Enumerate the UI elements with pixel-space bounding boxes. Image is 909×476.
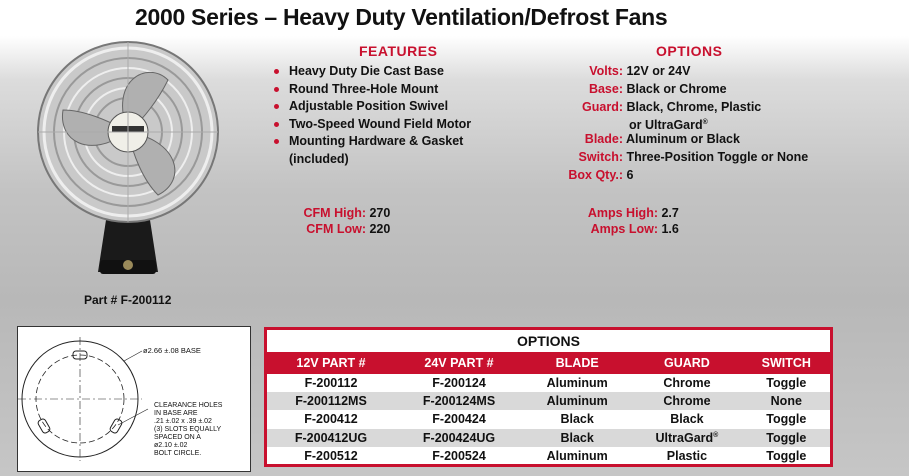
bullet-icon (274, 104, 279, 109)
feature-item: Heavy Duty Die Cast Base (271, 63, 471, 81)
feature-item: Mounting Hardware & Gasket (271, 133, 471, 151)
bullet-icon (274, 139, 279, 144)
option-guard: Guard: Black, Chrome, Plastic (582, 100, 762, 114)
feature-item-continuation: (included) (289, 151, 349, 166)
option-volts: Volts: 12V or 24V (589, 64, 691, 78)
col-blade: BLADE (523, 352, 631, 374)
fan-image (28, 40, 228, 280)
base-diagram (18, 327, 250, 471)
table-title: OPTIONS (267, 330, 830, 352)
table-header-row (267, 352, 830, 374)
spec-amps-low: Amps Low: 1.6 (590, 222, 679, 236)
col-12v-part: 12V PART # (267, 352, 395, 374)
features-list (271, 63, 471, 168)
option-switch: Switch: Three-Position Toggle or None (578, 150, 809, 164)
feature-item: Round Three-Hole Mount (271, 81, 471, 99)
bullet-icon (274, 69, 279, 74)
table-row: F-200112MS F-200124MS Aluminum Chrome None (267, 392, 830, 410)
bullet-icon (274, 87, 279, 92)
spec-cfm-low: CFM Low: 220 (306, 222, 391, 236)
feature-item: Adjustable Position Swivel (271, 98, 471, 116)
options-table (264, 327, 833, 467)
option-blade: Blade: Aluminum or Black (584, 132, 740, 146)
table-row: F-200412UG F-200424UG Black UltraGard® Toggle (267, 429, 830, 447)
part-number-label: Part # F-200112 (84, 293, 172, 307)
page-title: 2000 Series – Heavy Duty Ventilation/Defrost Fans (135, 4, 668, 30)
col-24v-part: 24V PART # (395, 352, 523, 374)
col-guard: GUARD (631, 352, 742, 374)
col-switch: SWITCH (743, 352, 830, 374)
clearance-note: CLEARANCE HOLES IN BASE ARE .21 ±.02 x .39 ±.02 (3) SLOTS EQUALLY SPACED ON A ø2.10 ±.02 BOLT CIRCLE. (154, 402, 223, 457)
table-row: F-200512 F-200524 Aluminum Plastic Toggle (304, 448, 807, 463)
table-row: F-200412 F-200424 Black Black Toggle (304, 412, 807, 427)
bullet-icon (274, 122, 279, 127)
spec-cfm-high: CFM High: 270 (303, 206, 391, 220)
option-base: Base: Black or Chrome (588, 82, 727, 96)
options-heading: OPTIONS (656, 43, 723, 59)
spec-amps-high: Amps High: 2.7 (587, 206, 679, 220)
option-box-qty: Box Qty.: 6 (568, 168, 634, 182)
table-row: F-200112 F-200124 Aluminum Chrome Toggle (304, 376, 807, 391)
option-guard-line2: or UltraGard® (629, 118, 708, 133)
feature-item: Two-Speed Wound Field Motor (271, 116, 471, 134)
mounting-drawing (17, 326, 251, 472)
base-dimension-label: ø2.66 ±.08 BASE (143, 346, 201, 355)
features-heading: FEATURES (359, 43, 438, 59)
